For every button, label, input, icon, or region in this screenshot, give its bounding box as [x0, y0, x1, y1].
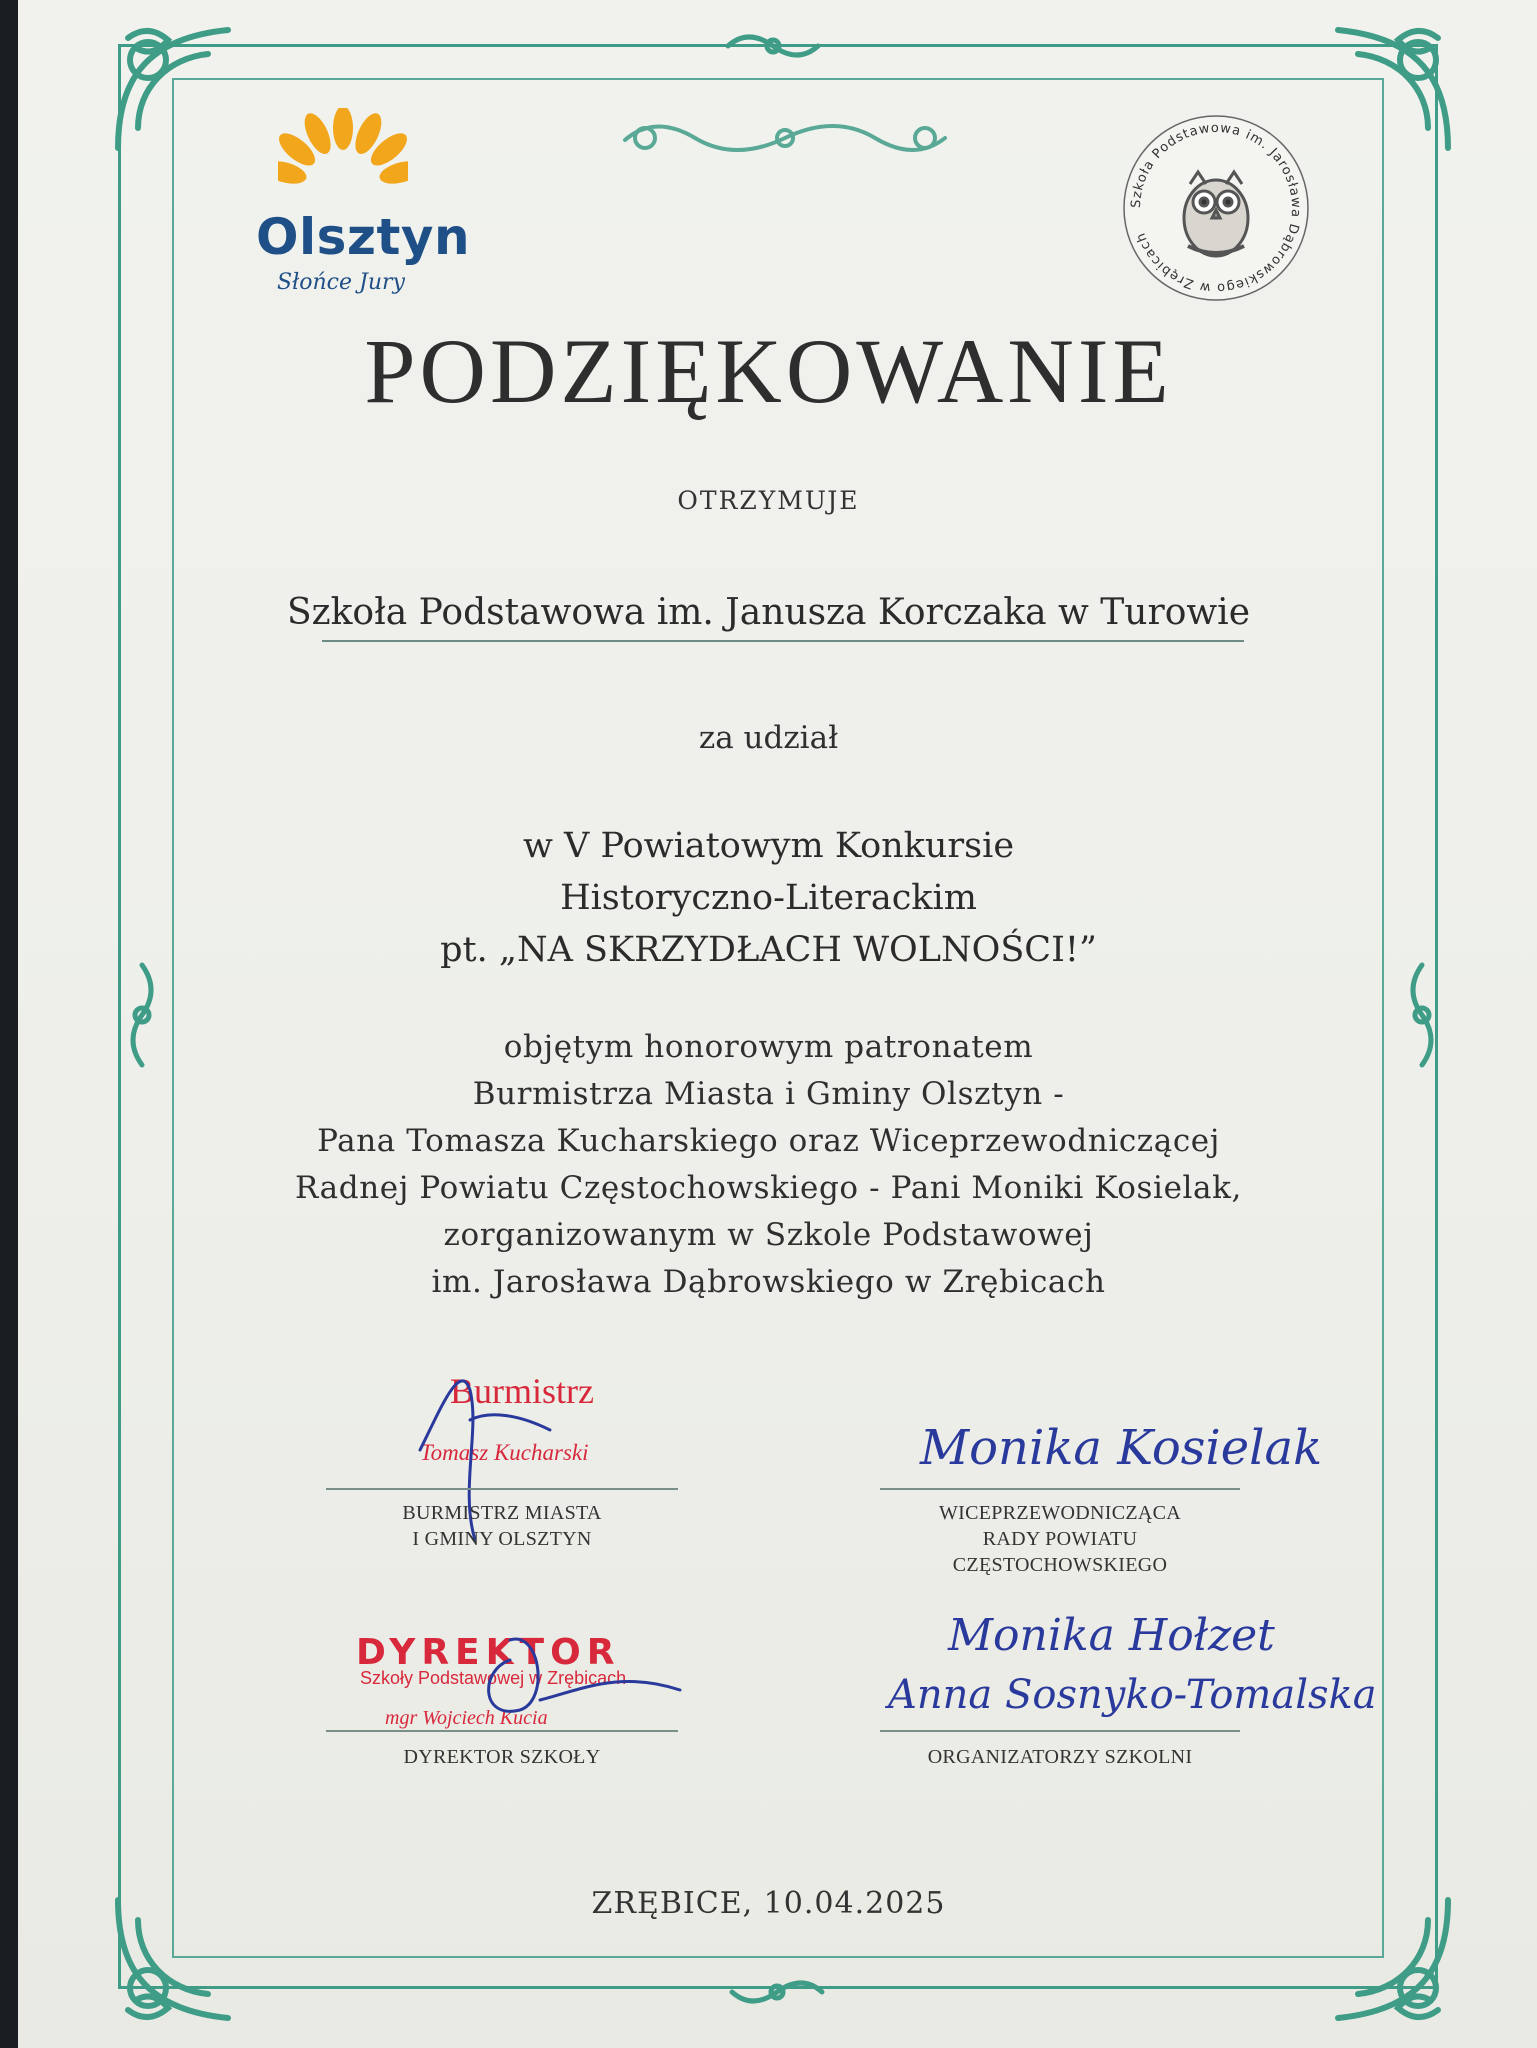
- header-scroll-ornament: [605, 108, 965, 168]
- recipient-name: Szkoła Podstawowa im. Janusza Korczaka w Turowie: [286, 592, 1251, 633]
- contest-line: w V Powiatowym Konkursie: [522, 826, 1015, 866]
- organizer-signature-1: Monika Hołzet: [948, 1610, 1275, 1661]
- school-seal: [1118, 110, 1314, 306]
- organizers-title: ORGANIZATORZY SZKOLNI: [927, 1746, 1193, 1768]
- mayor-stamp-title: Burmistrz: [450, 1371, 594, 1411]
- patronage-line: Pana Tomasza Kucharskiego oraz Wiceprzewodniczącej: [317, 1123, 1220, 1159]
- participation-label: za udział: [698, 720, 839, 756]
- vice-chair-signature-line: [880, 1488, 1240, 1490]
- certificate-title: PODZIĘKOWANIE: [364, 320, 1173, 422]
- director-signature: [440, 1610, 700, 1730]
- receives-label: OTRZYMUJE: [677, 486, 860, 515]
- patronage-line: zorganizowanym w Szkole Podstawowej: [443, 1217, 1094, 1253]
- patronage-line: objętym honorowym patronatem: [503, 1029, 1034, 1065]
- sun-logo-icon: [278, 108, 408, 208]
- corner-ornament-top-right: [1318, 18, 1458, 158]
- vice-chair-title: WICEPRZEWODNICZĄCA RADY POWIATU CZĘSTOCHOWSKIEGO: [938, 1502, 1182, 1576]
- recipient-underline: [322, 640, 1244, 642]
- contest-description: [0, 820, 1537, 976]
- director-stamp-school: Szkoły Podstawowej w Zrębicach: [360, 1668, 627, 1688]
- contest-line: Historyczno-Literackim: [560, 878, 977, 918]
- patronage-description: [0, 1024, 1537, 1306]
- organizer-signature-2: Anna Sosnyko-Tomalska: [888, 1672, 1377, 1718]
- patronage-line: im. Jarosława Dąbrowskiego w Zrębicach: [431, 1264, 1106, 1300]
- director-stamp-title: DYREKTOR: [356, 1632, 621, 1673]
- mayor-title: BURMISTRZ MIASTA I GMINY OLSZTYN: [402, 1502, 602, 1550]
- bottom-center-ornament: [722, 1970, 832, 2014]
- organizers-signature-line: [880, 1730, 1240, 1732]
- seal-text: Szkoła Podstawowa im. Jarosława Dąbrowskiego w Zrębicach: [1128, 120, 1304, 296]
- mayor-stamp-name: Tomasz Kucharski: [420, 1440, 589, 1465]
- corner-ornament-top-left: [108, 18, 248, 158]
- logo-name: Olsztyn: [256, 208, 471, 266]
- logo-tagline: Słońce Jury: [277, 270, 405, 295]
- director-title: DYREKTOR SZKOŁY: [403, 1746, 601, 1768]
- patronage-line: Radnej Powiatu Częstochowskiego - Pani Moniki Kosielak,: [295, 1170, 1242, 1206]
- vice-chair-signature: Monika Kosielak: [920, 1420, 1323, 1476]
- place-and-date: ZRĘBICE, 10.04.2025: [591, 1886, 946, 1921]
- director-signature-line: [326, 1730, 678, 1732]
- patronage-line: Burmistrza Miasta i Gminy Olsztyn -: [472, 1076, 1065, 1112]
- top-center-ornament: [718, 24, 828, 68]
- mayor-signature-line: [326, 1488, 678, 1490]
- director-stamp-name: mgr Wojciech Kucia: [385, 1707, 548, 1729]
- contest-line: pt. „NA SKRZYDŁACH WOLNOŚCI!”: [440, 930, 1097, 970]
